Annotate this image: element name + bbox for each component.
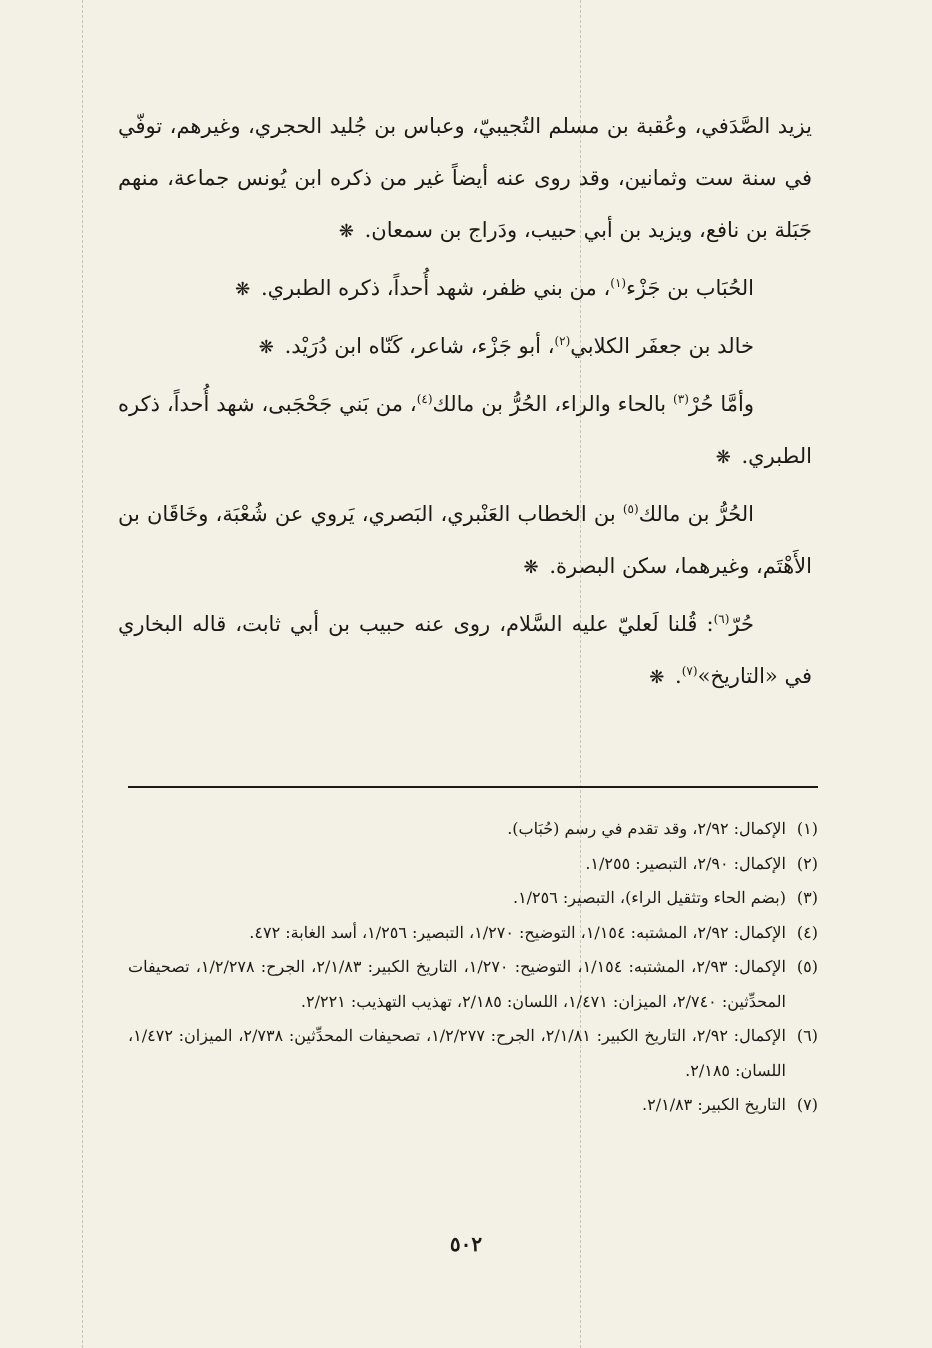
footnotes — [128, 812, 818, 1123]
paragraph-text: بالحاء والراء، الحُرُّ بن مالك — [432, 392, 674, 416]
footnote-text: الإكمال: ٢/٩٢، وقد تقدم في رسم (حُبَاب). — [507, 819, 786, 838]
footnote — [128, 950, 818, 1019]
paragraph-text: ، من بني ظفر، شهد أُحداً، ذكره الطبري. — [260, 276, 611, 300]
paragraph-text: : قُلنا لَعليّ عليه السَّلام، روى عنه حبيب بن أبي ثابت، قاله البخاري في «التاريخ» — [118, 612, 812, 688]
footnote-number: (١) — [796, 819, 818, 838]
paragraph-text: ، أبو جَزْء، شاعر، كَنّاه ابن دُرَيْد. — [284, 334, 555, 358]
entry-end-star: ❋ — [523, 557, 539, 578]
footnote — [128, 916, 818, 951]
entry-end-star: ❋ — [235, 279, 251, 300]
footnote-ref[interactable]: (٣) — [673, 392, 689, 406]
paragraph-text: حُرّ — [729, 612, 754, 636]
footnote — [128, 812, 818, 847]
paragraph — [118, 378, 812, 484]
footnote-text: الإكمال: ٢/٩٢، المشتبه: ١/١٥٤، التوضيح: ١/٢٧٠، التبصير: ١/٢٥٦، أسد الغابة: ٤٧٢. — [249, 922, 786, 942]
footnote-ref[interactable]: (٢) — [554, 334, 571, 348]
paragraph — [118, 488, 812, 594]
footnote — [128, 1019, 818, 1088]
scan-fold-line — [82, 0, 83, 1348]
page-number: ٥٠٢ — [449, 1232, 483, 1256]
footnote-number: (٧) — [796, 1095, 818, 1114]
footnote-text: التاريخ الكبير: ٢/١/٨٣. — [642, 1095, 786, 1114]
paragraph — [118, 100, 812, 258]
entry-end-star: ❋ — [258, 337, 274, 358]
paragraph-text: ، من بَني جَحْجَبى، شهد أُحداً، ذكره الطبري. — [118, 392, 812, 468]
paragraph-text: وأمَّا حُرْ — [688, 392, 754, 416]
footnote-number: (٦) — [796, 1026, 818, 1045]
paragraph-text: الحُرُّ بن مالك — [638, 502, 754, 526]
paragraph-text: . — [675, 664, 682, 688]
footnote-text: الإكمال: ٢/٩٢، التاريخ الكبير: ٢/١/٨١، الجرح: ١/٢/٢٧٧، تصحيفات المحدِّثين: ٢/٧٣٨، الميزان: ١/٤٧٢، اللسان: ٢/١٨٥. — [128, 1026, 787, 1080]
paragraph-text: يزيد الصَّدَفي، وعُقبة بن مسلم التُجيبيّ، وعباس بن جُليد الحجري، وغيرهم، توفّي في سنة ست وثمانين، وقد روى عنه أيضاً غير من ذكره ابن يُونس جماعة، منهم جَبَلة بن نافع، ويزيد بن أبي حبيب، ودَراج بن سمعان. — [118, 114, 812, 242]
footnote-text: (بضم الحاء وتثقيل الراء)، التبصير: ١/٢٥٦. — [512, 888, 786, 907]
footnote-number: (٢) — [796, 853, 818, 873]
footnote-number: (٣) — [796, 888, 818, 907]
entry-end-star: ❋ — [649, 667, 665, 688]
paragraph — [118, 320, 812, 374]
paragraph — [118, 262, 812, 316]
footnote-divider — [128, 786, 818, 788]
footnote-text: الإكمال: ٢/٩٣، المشتبه: ١/١٥٤، التوضيح: ١/٢٧٠، التاريخ الكبير: ٢/١/٨٣، الجرح: ١/٢/٢٧٨، تصحيفات المحدِّثين: ٢/٧٤٠، الميزان: ١/٤٧١، اللسان: ٢/١٨٥، تهذيب التهذيب: ٢/٢٢١. — [128, 957, 787, 1011]
footnote-ref[interactable]: (٤) — [416, 392, 433, 406]
footnote-number: (٥) — [796, 957, 818, 976]
footnote — [128, 881, 818, 916]
main-text — [118, 100, 812, 708]
footnote-text: الإكمال: ٢/٩٠، التبصير: ١/٢٥٥. — [585, 853, 786, 873]
paragraph-text: بن الخطاب العَنْبري، البَصري، يَروي عن شُعْبَة، وخَاقَان بن الأَهْتَم، وغيرهما، سكن البصرة. — [118, 502, 812, 578]
footnote-number: (٤) — [796, 922, 818, 942]
paragraph — [118, 598, 812, 704]
footnote — [128, 847, 818, 882]
footnote — [128, 1088, 818, 1123]
entry-end-star: ❋ — [338, 221, 354, 242]
footnote-ref[interactable]: (٥) — [622, 502, 639, 516]
paragraph-text: خالد بن جعفَر الكلابي — [570, 334, 754, 358]
footnote-ref[interactable]: (٧) — [681, 664, 698, 678]
entry-end-star: ❋ — [715, 447, 731, 468]
paragraph-text: الحُبَاب بن جَزْء — [626, 276, 754, 300]
footnote-ref[interactable]: (١) — [610, 276, 627, 290]
footnote-ref[interactable]: (٦) — [713, 612, 730, 626]
